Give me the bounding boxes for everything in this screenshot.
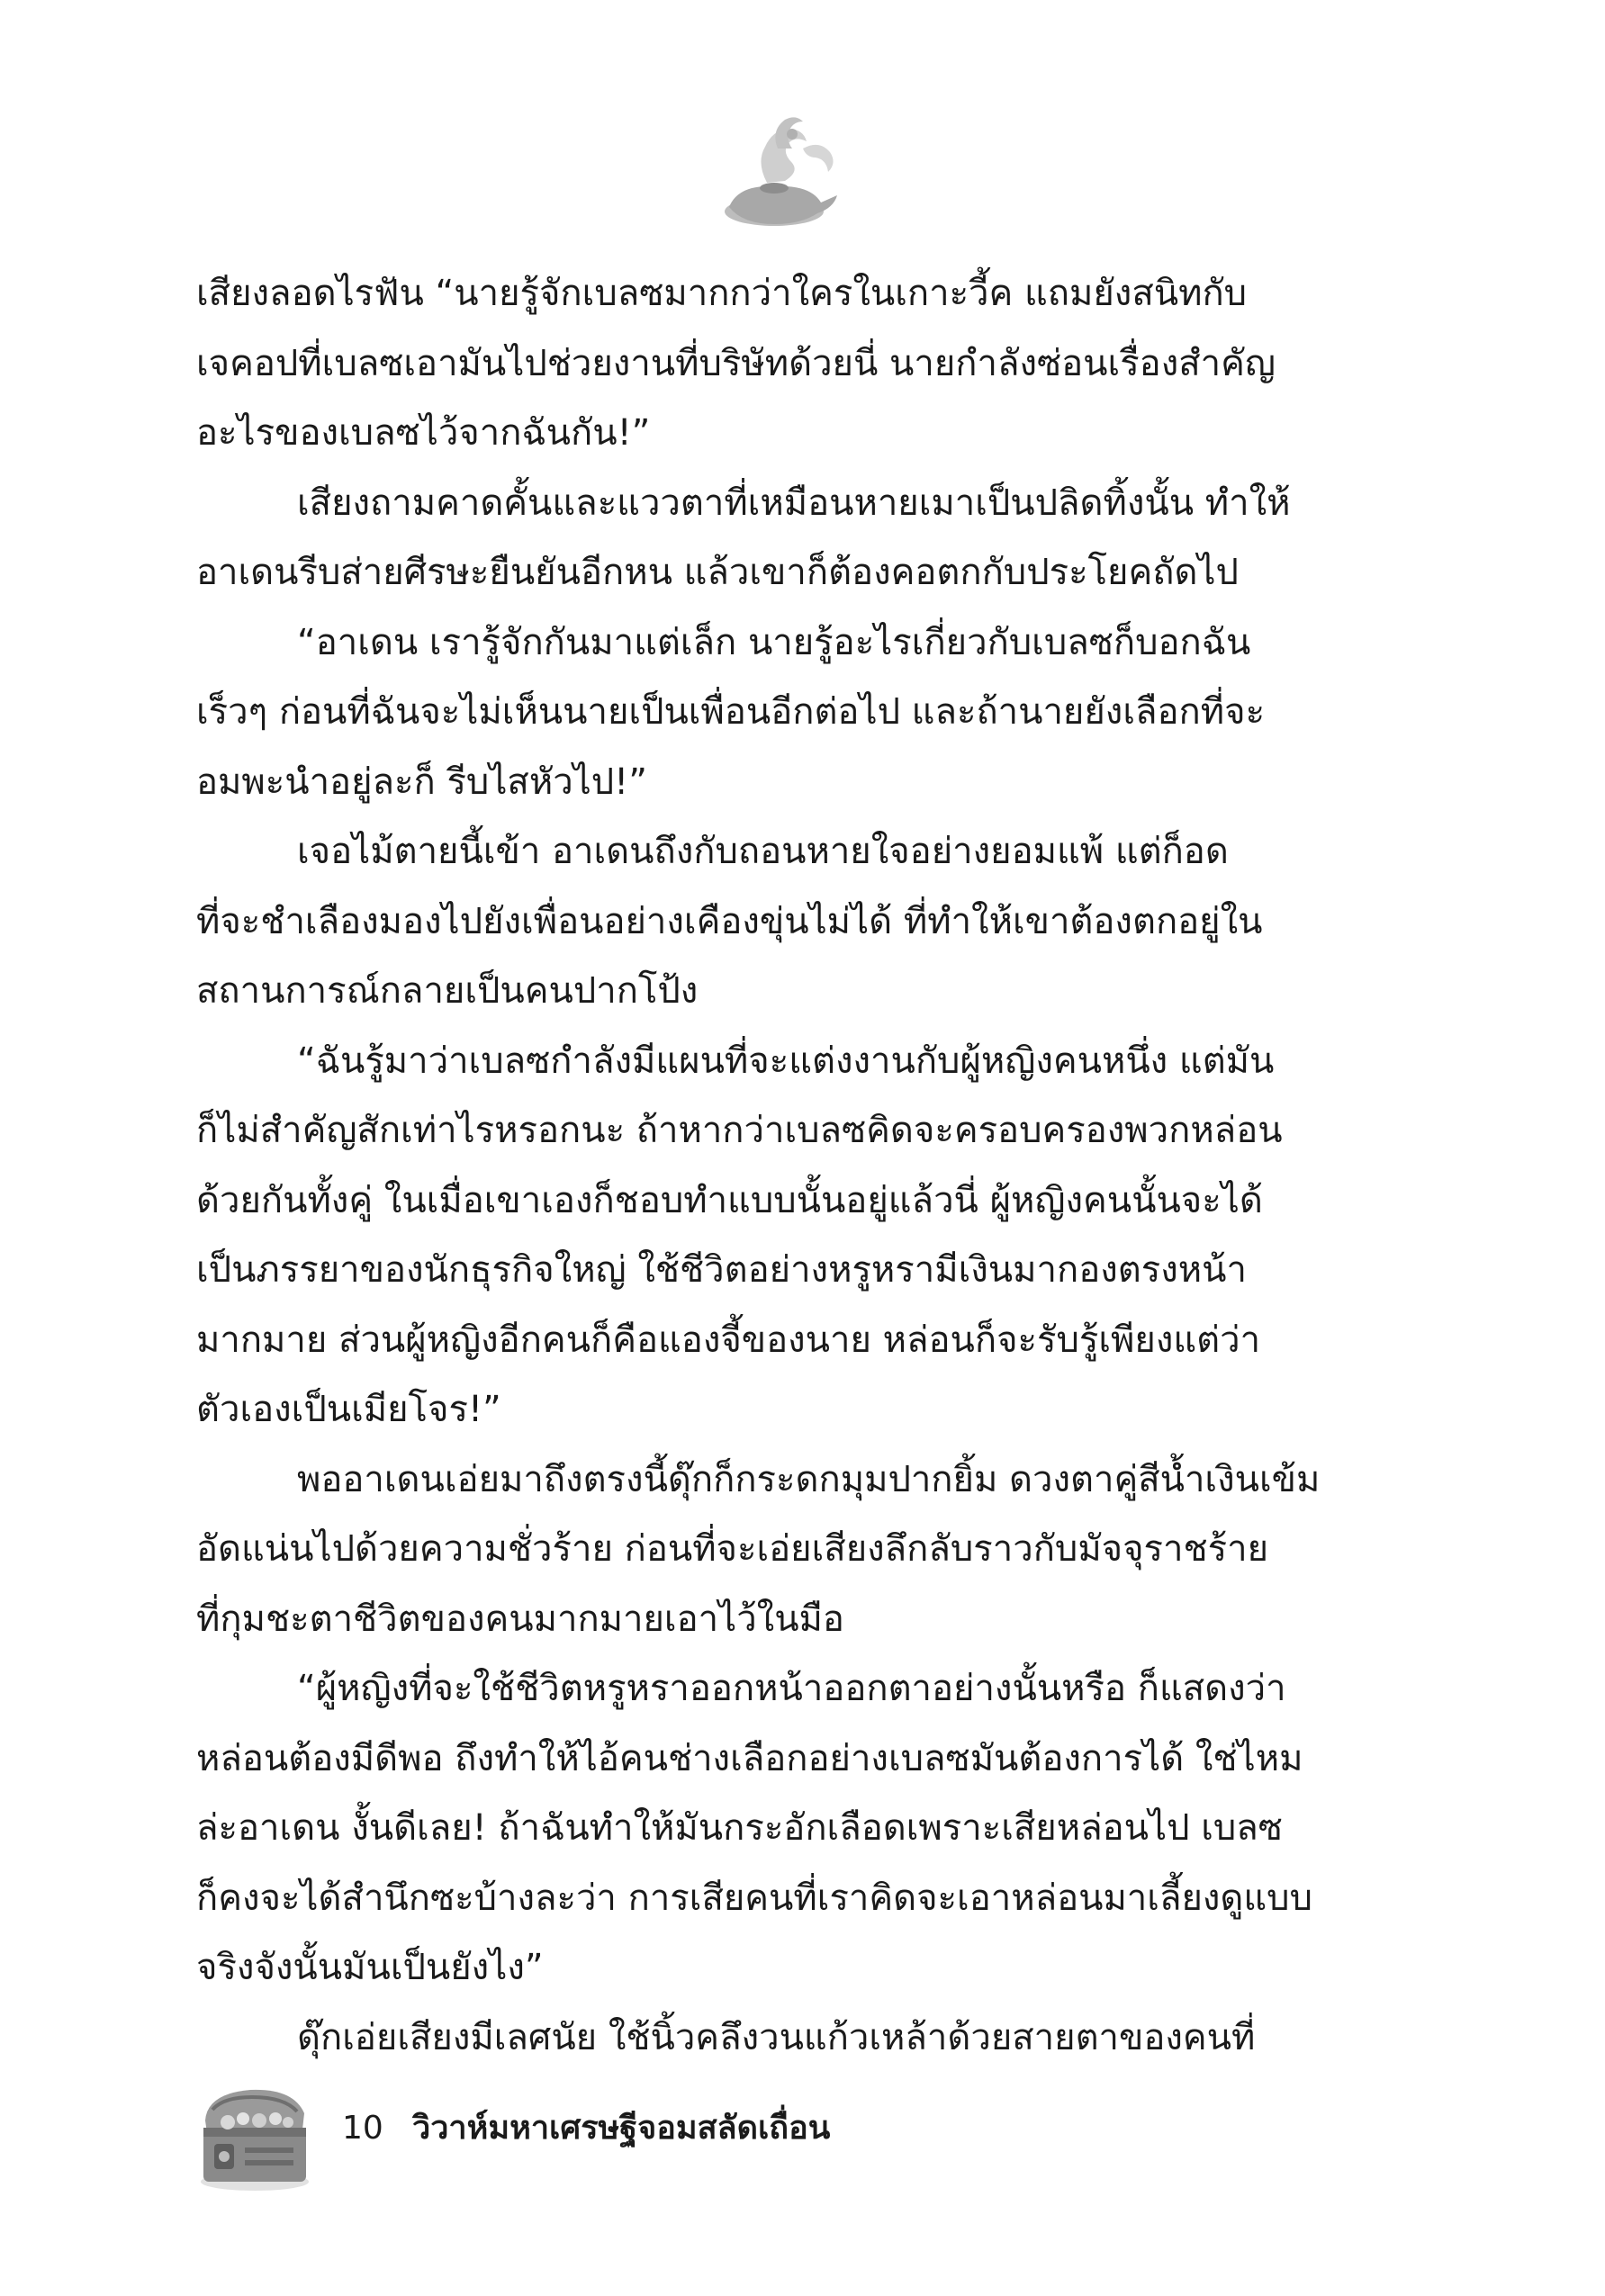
text-line: ก็ไม่สำคัญสักเท่าไรหรอกนะ ถ้าหากว่าเบลซคิดจะครอบครองพวกหล่อน	[196, 1110, 1283, 1151]
text-line: มากมาย ส่วนผู้หญิงอีกคนก็คือแองจี้ของนาย หล่อนก็จะรับรู้เพียงแต่ว่า	[196, 1319, 1261, 1361]
page-number: 10	[342, 2110, 383, 2147]
text-line: “ฉันรู้มาว่าเบลซกำลังมีแผนที่จะแต่งงานกับผู้หญิงคนหนึ่ง แต่มัน	[297, 1040, 1275, 1082]
text-line: ล่ะอาเดน งั้นดีเลย! ถ้าฉันทำให้มันกระอักเลือดเพราะเสียหล่อนไป เบลซ	[196, 1807, 1283, 1849]
text-line: “ผู้หญิงที่จะใช้ชีวิตหรูหราออกหน้าออกตาอย่างนั้นหรือ ก็แสดงว่า	[297, 1668, 1286, 1709]
text-line: ดุ๊กเอ่ยเสียงมีเลศนัย ใช้นิ้วคลึงวนแก้วเหล้าด้วยสายตาของคนที่	[297, 2016, 1256, 2058]
text-line: เจคอปที่เบลซเอามันไปช่วยงานที่บริษัทด้วยนี่ นายกำลังซ่อนเรื่องสำคัญ	[196, 342, 1276, 384]
text-line: “อาเดน เรารู้จักกันมาแต่เล็ก นายรู้อะไรเกี่ยวกับเบลซก็บอกฉัน	[297, 621, 1251, 663]
text-line: หล่อนต้องมีดีพอ ถึงทำให้ไอ้คนช่างเลือกอย่างเบลซมันต้องการได้ ใช่ไหม	[196, 1737, 1303, 1779]
text-line: เป็นภรรยาของนักธุรกิจใหญ่ ใช้ชีวิตอย่างหรูหรามีเงินมากองตรงหน้า	[196, 1249, 1247, 1291]
text-line: ก็คงจะได้สำนึกซะบ้างละว่า การเสียคนที่เราคิดจะเอาหล่อนมาเลี้ยงดูแบบ	[196, 1877, 1312, 1919]
text-line: เจอไม้ตายนี้เข้า อาเดนถึงกับถอนหายใจอย่างยอมแพ้ แต่ก็อด	[297, 831, 1229, 872]
treasure-chest-icon	[187, 2066, 322, 2192]
text-line: เสียงลอดไรฟัน “นายรู้จักเบลซมากกว่าใครในเกาะวี้ค แถมยังสนิทกับ	[196, 273, 1248, 314]
text-line: อมพะนำอยู่ละก็ รีบไสหัวไป!”	[196, 761, 647, 803]
text-line: อาเดนรีบส่ายศีรษะยืนยันอีกหน แล้วเขาก็ต้องคอตกกับประโยคถัดไป	[196, 552, 1239, 593]
text-line: อัดแน่นไปด้วยความชั่วร้าย ก่อนที่จะเอ่ยเสียงลึกลับราวกับมัจจุราชร้าย	[196, 1528, 1269, 1570]
text-line: จริงจังนั้นมันเป็นยังไง”	[196, 1947, 544, 1988]
text-line: เสียงถามคาดคั้นและแววตาที่เหมือนหายเมาเป็นปลิดทิ้งนั้น ทำให้	[297, 482, 1291, 524]
text-line: ด้วยกันทั้งคู่ ในเมื่อเขาเองก็ชอบทำแบบนั้นอยู่แล้วนี่ ผู้หญิงคนนั้นจะได้	[196, 1179, 1263, 1221]
text-line: ตัวเองเป็นเมียโจร!”	[196, 1389, 501, 1430]
text-line: สถานการณ์กลายเป็นคนปากโป้ง	[196, 970, 699, 1012]
text-line: พออาเดนเอ่ยมาถึงตรงนี้ดุ๊กก็กระดกมุมปากยิ้ม ดวงตาคู่สีน้ำเงินเข้ม	[297, 1458, 1321, 1500]
body-text	[196, 259, 1344, 2073]
book-title: วิวาห์มหาเศรษฐีจอมสลัดเถื่อน	[412, 2110, 831, 2147]
text-line: ที่จะชำเลืองมองไปยังเพื่อนอย่างเคืองขุ่นไม่ได้ ที่ทำให้เขาต้องตกอยู่ใน	[196, 900, 1263, 942]
text-line: เร็วๆ ก่อนที่ฉันจะไม่เห็นนายเป็นเพื่อนอีกต่อไป และถ้านายยังเลือกที่จะ	[196, 691, 1266, 733]
page-footer	[187, 2066, 1087, 2192]
text-line: อะไรของเบลซไว้จากฉันกัน!”	[196, 412, 651, 454]
genie-lamp-icon	[702, 113, 846, 239]
text-line: ที่กุมชะตาชีวิตของคนมากมายเอาไว้ในมือ	[196, 1598, 844, 1640]
